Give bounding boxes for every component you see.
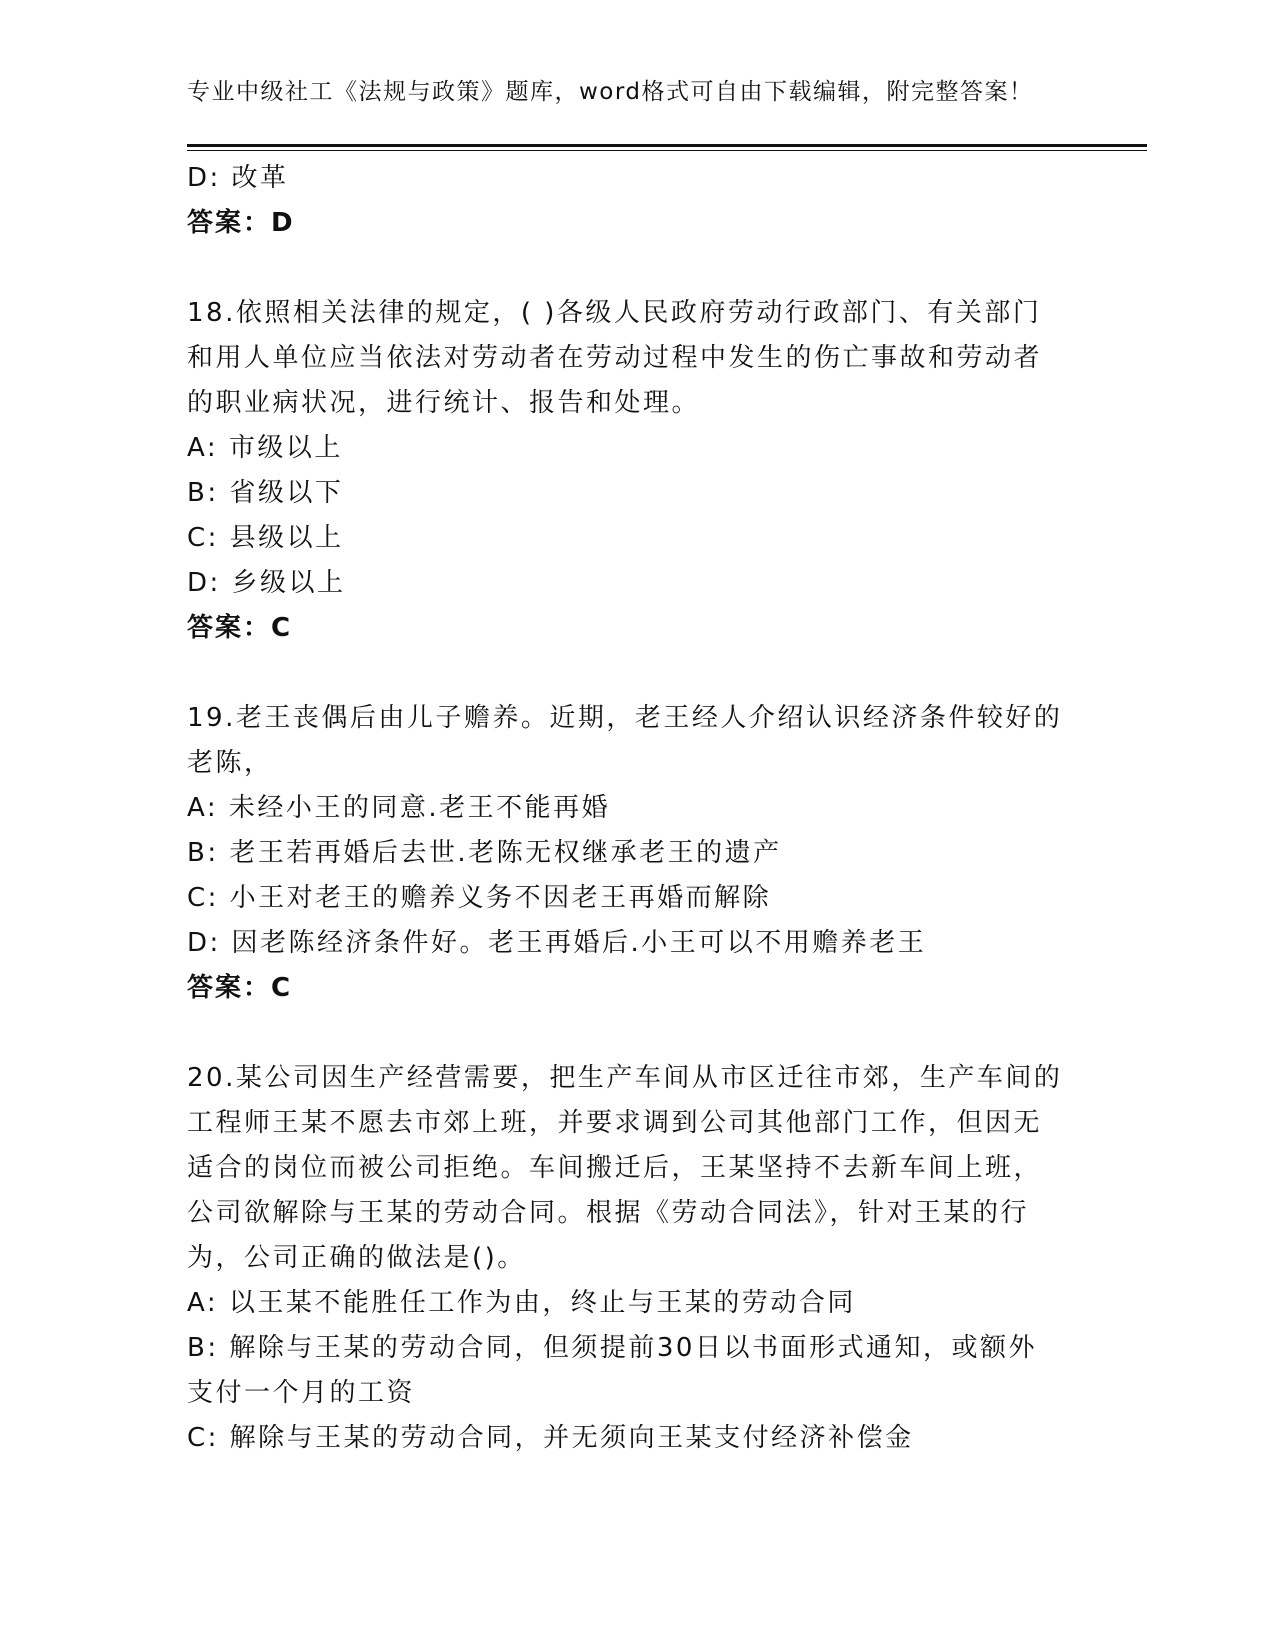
q18-stem-line-3: 的职业病状况，进行统计、报告和处理。 (187, 388, 701, 418)
q18-stem-line-1: 18.依照相关法律的规定，( )各级人民政府劳动行政部门、有关部门 (187, 298, 1042, 328)
question-18 (187, 291, 1087, 651)
q18-option-b: B: 省级以下 (187, 478, 344, 508)
q19-option-b: B: 老王若再婚后去世.老陈无权继承老王的遗产 (187, 838, 782, 868)
q20-option-b-continued: 支付一个月的工资 (187, 1378, 416, 1408)
q20-stem-line-2: 工程师王某不愿去市郊上班，并要求调到公司其他部门工作，但因无 (187, 1108, 1043, 1138)
q18-stem-line-2: 和用人单位应当依法对劳动者在劳动过程中发生的伤亡事故和劳动者 (187, 343, 1043, 373)
q20-option-a: A: 以王某不能胜任工作为由，终止与王某的劳动合同 (187, 1288, 856, 1318)
q19-stem-line-1: 19.老王丧偶后由儿子赡养。近期，老王经人介绍认识经济条件较好的 (187, 703, 1063, 733)
spacer (187, 1011, 1087, 1056)
header-rule-thick (187, 144, 1147, 147)
q19-answer: 答案：C (187, 973, 293, 1003)
q19-stem-line-2: 老陈， (187, 748, 273, 778)
spacer (187, 246, 1087, 291)
q20-option-b: B: 解除与王某的劳动合同，但须提前30日以书面形式通知，或额外 (187, 1333, 1037, 1363)
q19-option-c: C: 小王对老王的赡养义务不因老王再婚而解除 (187, 883, 772, 913)
q20-option-c: C: 解除与王某的劳动合同，并无须向王某支付经济补偿金 (187, 1423, 914, 1453)
q20-stem-line-4: 公司欲解除与王某的劳动合同。根据《劳动合同法》，针对王某的行 (187, 1198, 1030, 1228)
q20-stem-line-5: 为，公司正确的做法是()。 (187, 1243, 526, 1273)
question-content (187, 156, 1087, 1461)
question-19 (187, 696, 1087, 1011)
q19-option-d: D: 因老陈经济条件好。老王再婚后.小王可以不用赡养老王 (187, 928, 927, 958)
q18-answer: 答案：C (187, 613, 293, 643)
q20-stem-line-1: 20.某公司因生产经营需要，把生产车间从市区迁往市郊，生产车间的 (187, 1063, 1063, 1093)
question-20 (187, 1056, 1087, 1461)
spacer (187, 651, 1087, 696)
q18-option-c: C: 县级以上 (187, 523, 344, 553)
q18-option-d: D: 乡级以上 (187, 568, 346, 598)
page-header: 专业中级社工《法规与政策》题库，word格式可自由下载编辑，附完整答案！ (187, 79, 1034, 105)
header-rule-thin (187, 150, 1147, 151)
q17-option-d: D: 改革 (187, 163, 289, 193)
q17-answer: 答案：D (187, 208, 295, 238)
q18-option-a: A: 市级以上 (187, 433, 343, 463)
q19-option-a: A: 未经小王的同意.老王不能再婚 (187, 793, 611, 823)
q20-stem-line-3: 适合的岗位而被公司拒绝。车间搬迁后，王某坚持不去新车间上班， (187, 1153, 1043, 1183)
